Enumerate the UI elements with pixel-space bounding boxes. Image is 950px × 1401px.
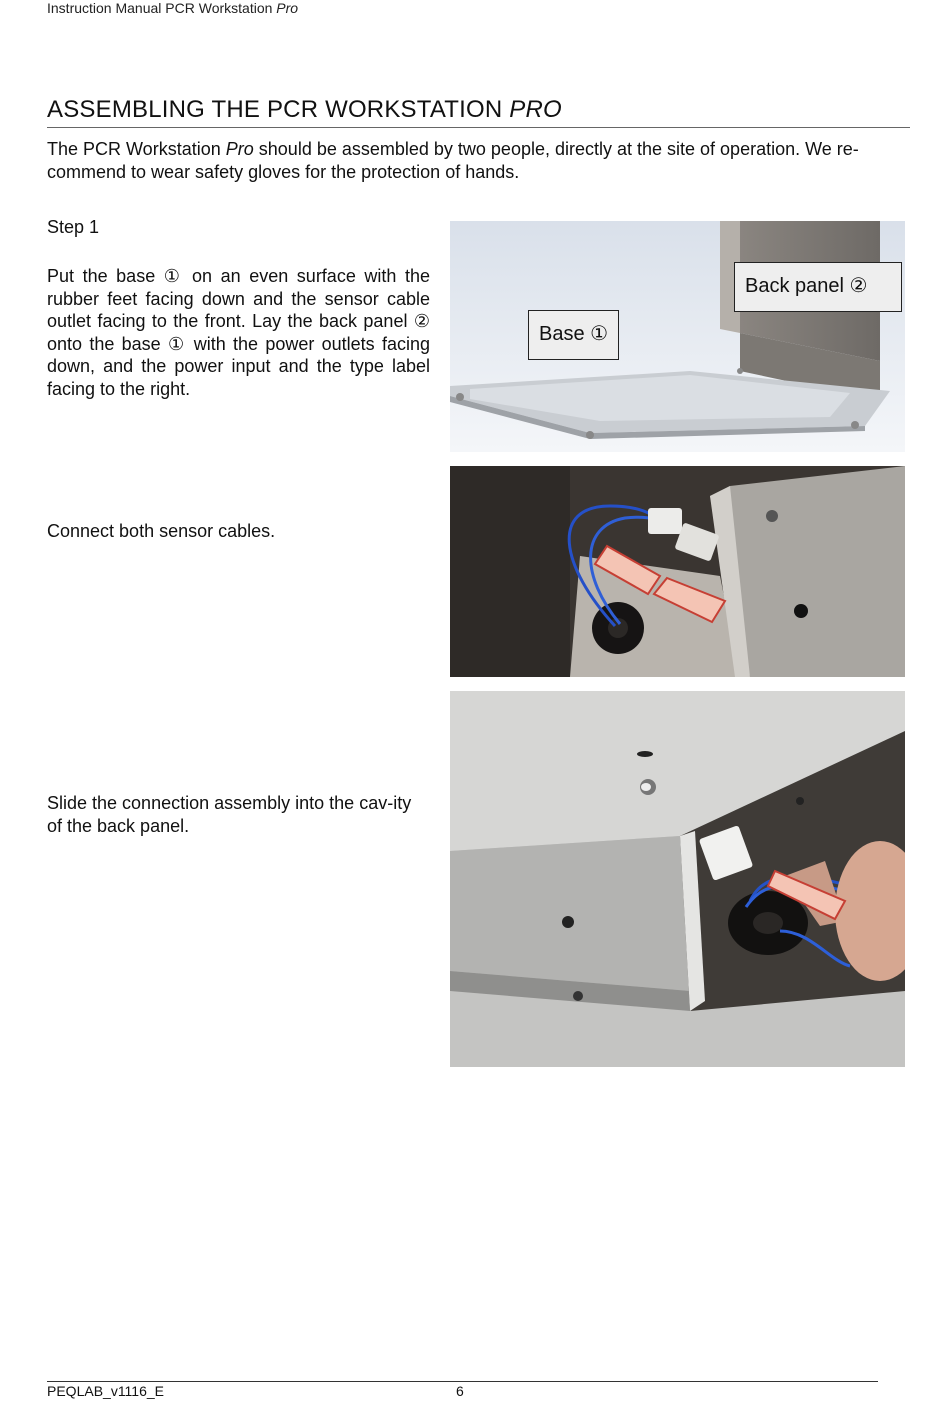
callout-back-panel: Back panel ② <box>734 262 902 312</box>
step-3-instructions: Slide the connection assembly into the cav-ity of the back panel. <box>47 793 412 836</box>
section-heading-text: ASSEMBLING THE PCR WORKSTATION <box>47 96 503 123</box>
callout-base: Base ① <box>528 310 619 360</box>
intro-paragraph <box>47 138 912 184</box>
figure-2-drawing <box>450 466 905 677</box>
step-2-instructions: Connect both sensor cables. <box>47 521 276 541</box>
intro-before: The PCR Workstation <box>47 139 221 159</box>
section-heading-italic: PRO <box>509 96 562 123</box>
step-1-instructions: Put the base ① on an even surface with the rubber feet facing down and the sensor cable outlet facing to the front. Lay the back panel ② onto the base ① with the power outlets facing down, and the power input and the type label facing to the right. <box>47 266 430 399</box>
figure-1-drawing <box>450 221 905 452</box>
section-heading <box>47 96 562 124</box>
intro-italic: Pro <box>225 139 254 159</box>
footer-page-number: 6 <box>456 1383 464 1399</box>
footer-doc-id: PEQLAB_v1116_E <box>47 1383 165 1399</box>
step-label: Step 1 <box>47 217 100 237</box>
footer-rule <box>47 1381 878 1382</box>
figure-connect-sensor-cables <box>450 466 905 677</box>
figure-3-drawing <box>450 691 905 1067</box>
running-header <box>47 0 298 16</box>
heading-rule <box>47 127 910 128</box>
figure-slide-connection-assembly <box>450 691 905 1067</box>
header-title-italic: Pro <box>276 0 299 16</box>
header-title: Instruction Manual PCR Workstation <box>47 0 273 16</box>
figure-base-and-back-panel <box>450 221 905 452</box>
intro-after: should be assembled by two people, directly at the site of operation. We re-commend to wear safety gloves for the protection of hands. <box>47 139 859 182</box>
